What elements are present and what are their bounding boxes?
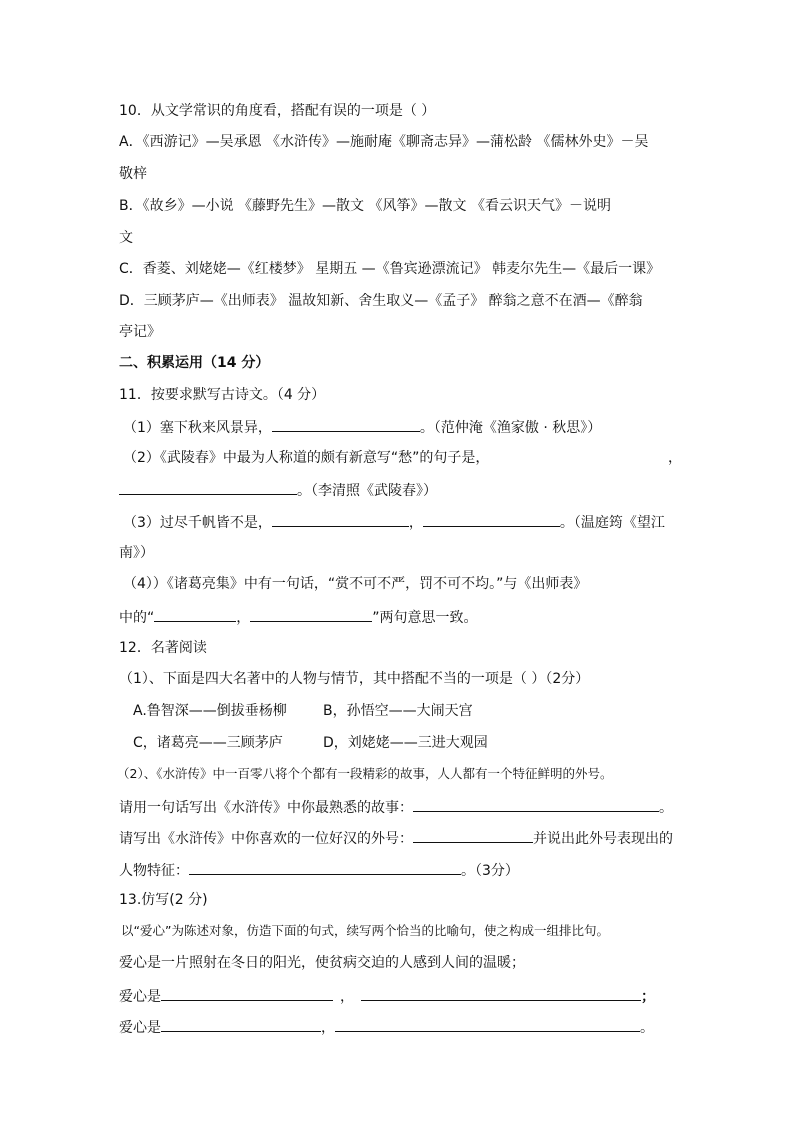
q11-part1-source: 。（范仲淹《渔家傲 · 秋思》）	[419, 420, 602, 436]
section-title: 二、积累运用（14 分）	[119, 355, 270, 371]
q10-option-d-cont: 亭记》	[119, 324, 161, 340]
q11-part4-comma: ，	[236, 610, 251, 626]
q10-stem: 10．从文学常识的角度看，搭配有误的一项是（ ）	[119, 103, 436, 119]
q12-part2-req2-blank[interactable]	[413, 827, 533, 843]
q13-instruction: 以“爱心”为陈述对象，仿造下面的句式，续写两个恰当的比喻句，使之构成一组排比句。	[121, 923, 609, 938]
q12-part2-req3-end: 。（3分）	[461, 863, 519, 879]
q13-line2-blank-2[interactable]	[335, 1016, 640, 1032]
q11-part1-prefix: （1）塞下秋来风景异，	[123, 420, 272, 436]
q12-part2-req1	[119, 796, 679, 818]
q11-part3-source: 。（温庭筠《望江	[559, 515, 665, 531]
q11-stem: 11．按要求默写古诗文。（4 分）	[119, 387, 326, 403]
q11-part2-prompt: （2）《武陵春》中最为人称道的颇有新意写“愁”的句子是，	[123, 450, 490, 466]
q13-stem: 13.仿写(2 分)	[119, 892, 208, 908]
q13-line1	[119, 985, 679, 1007]
q12-options-row2	[133, 733, 693, 753]
q12-part2-req3	[119, 859, 679, 881]
q11-part2-answer-blank[interactable]	[119, 479, 297, 495]
q12-options-row1	[133, 701, 693, 721]
q13-line2-end: 。	[640, 1020, 654, 1036]
q13-line1-blank-1[interactable]	[161, 985, 333, 1001]
q12-part2-req2-label: 请写出《水浒传》中你喜欢的一位好汉的外号：	[119, 831, 413, 847]
q12-option-a: A.鲁智深——倒拔垂杨柳	[133, 703, 287, 719]
q13-line1-comma: ，	[340, 989, 354, 1005]
q10-option-d: D．三顾茅庐—《出师表》 温故知新、舍生取义—《孟子》 醉翁之意不在酒—《醉翁	[119, 293, 643, 309]
q11-part3-comma: ，	[408, 515, 423, 531]
q13-line1-blank-2[interactable]	[361, 985, 641, 1001]
q12-option-c: C，诸葛亮——三顾茅庐	[133, 735, 283, 751]
q10-option-c: C．香菱、刘姥姥—《红楼梦》 星期五 —《鲁宾逊漂流记》 韩麦尔先生—《最后一课》	[119, 261, 661, 277]
q13-line2	[119, 1016, 679, 1038]
q11-part3-cont: 南》）	[119, 545, 154, 561]
q11-part2-cont	[119, 479, 679, 501]
q12-part2-req1-blank[interactable]	[413, 796, 659, 812]
q12-part2-req1-label: 请用一句话写出《水浒传》中你最熟悉的故事：	[119, 800, 413, 816]
q12-stem: 12．名著阅读	[119, 640, 207, 656]
q13-line2-comma: ，	[321, 1020, 335, 1036]
q11-part1	[123, 416, 683, 438]
q12-part2-req3-blank[interactable]	[189, 859, 461, 875]
q13-line2-blank-1[interactable]	[161, 1016, 321, 1032]
q12-part2-req2	[119, 827, 679, 849]
q11-part1-answer-blank[interactable]	[272, 416, 420, 432]
q10-option-a: A．《西游记》—吴承恩 《水浒传》—施耐庵《聊斋志异》—蒲松龄 《儒林外史》－吴	[119, 134, 649, 150]
q11-part2-comma: ，	[668, 450, 682, 466]
q10-option-b: B．《故乡》—小说 《藤野先生》—散文 《风筝》—散文 《看云识天气》－说明	[119, 198, 611, 214]
q11-part2-source: 。（李清照《武陵春》）	[297, 483, 437, 499]
q12-option-d: D，刘姥姥——三进大观园	[323, 735, 488, 751]
q11-part3-answer-blank-2[interactable]	[423, 511, 560, 527]
q13-example: 爱心是一片照射在冬日的阳光，使贫病交迫的人感到人间的温暖；	[119, 955, 525, 971]
q11-part4-prefix: 中的“	[119, 610, 155, 626]
q11-part2	[123, 448, 683, 468]
q11-part3-prefix: （3）过尽千帆皆不是，	[123, 515, 272, 531]
q11-part4: （4））《诸葛亮集》中有一句话，“赏不可不严，罚不可不均。”与《出师表》	[123, 576, 588, 592]
q11-part4-suffix: ”两句意思一致。	[372, 610, 478, 626]
q13-line1-prefix: 爱心是	[119, 989, 161, 1005]
q12-part1-stem: （1）、下面是四大名著中的人物与情节，其中搭配不当的一项是（ ）（2分）	[119, 671, 590, 687]
q11-part3-answer-blank-1[interactable]	[272, 511, 409, 527]
q12-part2-req1-end: 。	[659, 800, 673, 816]
q10-option-a-cont: 敬梓	[119, 166, 147, 182]
q12-part2-req2-end: 并说出此外号表现出的	[533, 831, 673, 847]
q11-part4-answer-blank-1[interactable]	[154, 606, 236, 622]
q12-option-b: B，孙悟空——大闹天宫	[323, 703, 473, 719]
q13-line2-prefix: 爱心是	[119, 1020, 161, 1036]
q12-part2-req3-label: 人物特征：	[119, 863, 189, 879]
q11-part4-answer-blank-2[interactable]	[250, 606, 372, 622]
q13-line1-end: ；	[641, 989, 655, 1005]
q12-part2-stem: （2）、《水浒传》中一百零八将个个都有一段精彩的故事，人人都有一个特征鲜明的外号。	[117, 766, 613, 781]
q10-option-b-cont: 文	[119, 230, 133, 246]
q11-part3	[123, 511, 683, 533]
q11-part4-cont	[119, 606, 679, 628]
